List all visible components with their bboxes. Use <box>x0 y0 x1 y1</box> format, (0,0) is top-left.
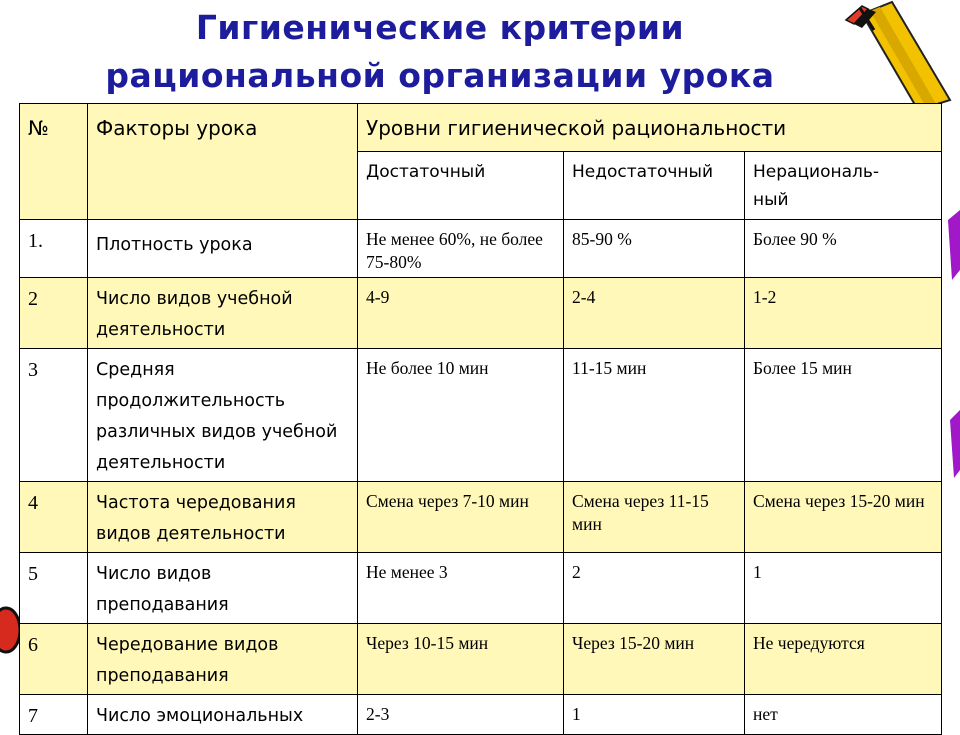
row-insufficient: Смена через 11-15 мин <box>564 482 745 553</box>
row-insufficient: 11-15 мин <box>564 349 745 482</box>
header-irrational <box>745 152 942 220</box>
row-num: 6 <box>20 624 88 695</box>
table-row <box>20 220 942 278</box>
row-sufficient: Не менее 3 <box>358 553 564 624</box>
row-insufficient: 85-90 % <box>564 220 745 278</box>
row-num: 7 <box>20 695 88 735</box>
row-sufficient: Не менее 60%, не более 75-80% <box>358 220 564 278</box>
row-irrational: 1 <box>745 553 942 624</box>
row-factor: Плотность урока <box>88 220 358 278</box>
header-irrational-line1: Нерациональ- <box>753 162 880 182</box>
title-line-2: рациональной организации урока <box>105 56 775 95</box>
row-irrational: нет <box>745 695 942 735</box>
table-header-row <box>20 104 942 152</box>
row-num: 3 <box>20 349 88 482</box>
row-irrational: Более 90 % <box>745 220 942 278</box>
header-factors: Факторы урока <box>88 104 358 220</box>
pencil-icon <box>810 0 960 110</box>
row-factor: Число видов преподавания <box>88 553 358 624</box>
header-irrational-line2: ный <box>753 190 789 210</box>
row-sufficient: Не более 10 мин <box>358 349 564 482</box>
row-sufficient: 2-3 <box>358 695 564 735</box>
table-row <box>20 695 942 735</box>
row-factor: Частота чередования видов деятельности <box>88 482 358 553</box>
row-sufficient: 4-9 <box>358 278 564 349</box>
row-num: 4 <box>20 482 88 553</box>
row-num: 5 <box>20 553 88 624</box>
header-insufficient: Недостаточный <box>564 152 745 220</box>
row-insufficient: 2-4 <box>564 278 745 349</box>
table-row <box>20 553 942 624</box>
row-irrational: Более 15 мин <box>745 349 942 482</box>
table-row <box>20 624 942 695</box>
table-row <box>20 278 942 349</box>
header-num: № <box>20 104 88 220</box>
criteria-table <box>19 103 942 735</box>
slide-title <box>60 4 820 100</box>
row-irrational: Смена через 15-20 мин <box>745 482 942 553</box>
header-sufficient: Достаточный <box>358 152 564 220</box>
row-sufficient: Смена через 7-10 мин <box>358 482 564 553</box>
row-factor: Число эмоциональных <box>88 695 358 735</box>
table-row <box>20 349 942 482</box>
row-factor: Чередование видов преподавания <box>88 624 358 695</box>
row-num: 1. <box>20 220 88 278</box>
table-row <box>20 482 942 553</box>
row-sufficient: Через 10-15 мин <box>358 624 564 695</box>
row-factor: Число видов учебной деятельности <box>88 278 358 349</box>
row-irrational: Не чередуются <box>745 624 942 695</box>
header-levels: Уровни гигиенической рациональности <box>358 104 942 152</box>
row-irrational: 1-2 <box>745 278 942 349</box>
row-num: 2 <box>20 278 88 349</box>
row-insufficient: 2 <box>564 553 745 624</box>
row-insufficient: Через 15-20 мин <box>564 624 745 695</box>
row-factor: Средняя продолжительность различных видов учебной деятельности <box>88 349 358 482</box>
title-line-1: Гигиенические критерии <box>195 8 685 47</box>
row-insufficient: 1 <box>564 695 745 735</box>
